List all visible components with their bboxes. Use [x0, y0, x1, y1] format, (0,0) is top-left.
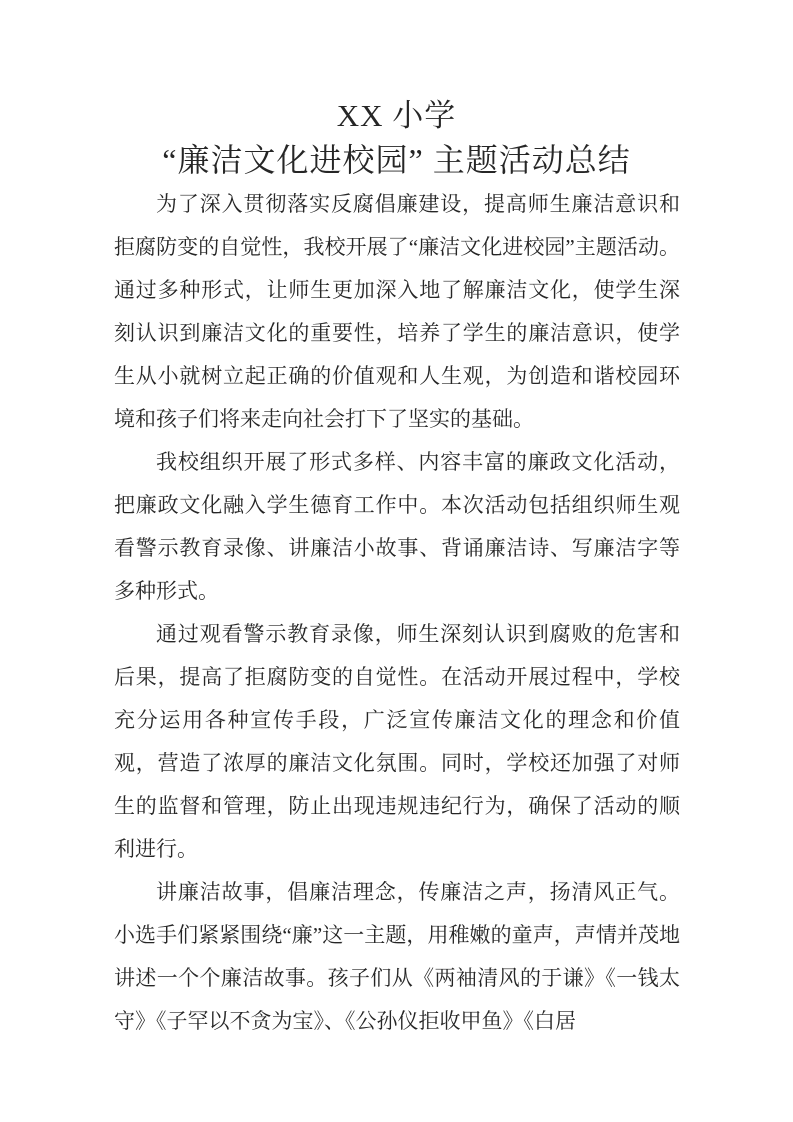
paragraph-story-telling: 讲廉洁故事，倡廉洁理念，传廉洁之声，扬清风正气。小选手们紧紧围绕“廉”这一主题，用稚嫩的童声，声情并茂地讲述一个个廉洁故事。孩子们从《两袖清风的于谦》《一钱太守》《子罕以不贪为宝》、《公孙仪拒收甲鱼》《白居 [114, 880, 680, 1033]
school-title: XX 小学 [336, 98, 457, 133]
document-title: “廉洁文化进校园” 主题活动总结 [162, 142, 631, 178]
paragraph-education-video: 通过观看警示教育录像，师生深刻认识到腐败的危害和后果，提高了拒腐防变的自觉性。在活动开展过程中，学校充分运用各种宣传手段，广泛宣传廉洁文化的理念和价值观，营造了浓厚的廉洁文化氛围。同时，学校还加强了对师生的监督和管理，防止出现违规违纪行为，确保了活动的顺利进行。 [114, 622, 680, 861]
paragraph-activities-overview: 我校组织开展了形式多样、内容丰富的廉政文化活动，把廉政文化融入学生德育工作中。本次活动包括组织师生观看警示教育录像、讲廉洁小故事、背诵廉洁诗、写廉洁字等多种形式。 [114, 450, 680, 603]
document-body [114, 183, 680, 1043]
paragraph-intro: 为了深入贯彻落实反腐倡廉建设，提高师生廉洁意识和拒腐防变的自觉性，我校开展了“廉洁文化进校园”主题活动。通过多种形式，让师生更加深入地了解廉洁文化，使学生深刻认识到廉洁文化的重要性，培养了学生的廉洁意识，使学生从小就树立起正确的价值观和人生观，为创造和谐校园环境和孩子们将来走向社会打下了坚实的基础。 [114, 192, 680, 431]
